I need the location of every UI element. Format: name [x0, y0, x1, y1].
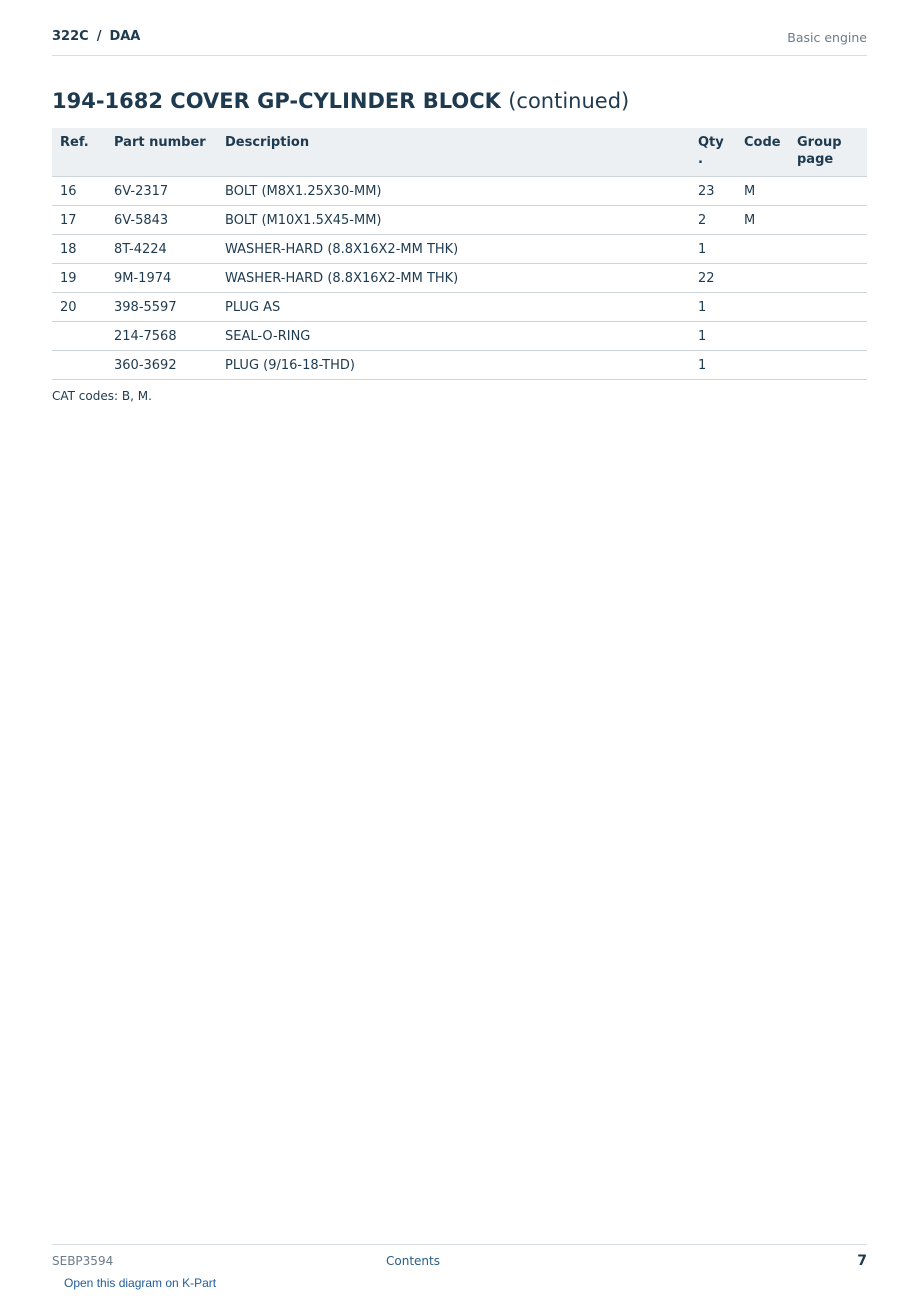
cell-group-page: [789, 235, 867, 264]
page-title-main: 194-1682 COVER GP-CYLINDER BLOCK: [52, 89, 501, 113]
column-header-ref: Ref.: [52, 128, 106, 177]
cell-qty: 23: [690, 177, 736, 206]
page-title-suffix: (continued): [508, 89, 630, 113]
cell-code: [736, 235, 789, 264]
cell-ref: 16: [52, 177, 106, 206]
cell-description: SEAL-O-RING: [217, 322, 690, 351]
cell-group-page: [789, 206, 867, 235]
table-row: [52, 206, 867, 235]
cell-ref: 19: [52, 264, 106, 293]
cell-description: BOLT (M10X1.5X45-MM): [217, 206, 690, 235]
section-name: Basic engine: [787, 30, 867, 45]
contents-link[interactable]: Contents: [386, 1254, 440, 1268]
page-title: [52, 89, 629, 113]
cell-ref: [52, 322, 106, 351]
page-number: 7: [857, 1253, 867, 1269]
column-header-part-number: Part number: [106, 128, 217, 177]
table-row: [52, 351, 867, 380]
table-row: [52, 322, 867, 351]
table-header-row: [52, 128, 867, 177]
cell-part-number: 8T-4224: [106, 235, 217, 264]
cell-part-number: 398-5597: [106, 293, 217, 322]
cell-ref: 18: [52, 235, 106, 264]
cell-part-number: 360-3692: [106, 351, 217, 380]
table-row: [52, 177, 867, 206]
column-header-code: Code: [736, 128, 789, 177]
cell-description: WASHER-HARD (8.8X16X2-MM THK): [217, 235, 690, 264]
cell-qty: 1: [690, 235, 736, 264]
serial-prefix-label: DAA: [109, 29, 141, 44]
breadcrumb-separator: /: [96, 29, 102, 44]
cell-group-page: [789, 264, 867, 293]
cell-part-number: 214-7568: [106, 322, 217, 351]
cell-ref: 17: [52, 206, 106, 235]
cell-code: [736, 293, 789, 322]
cell-description: WASHER-HARD (8.8X16X2-MM THK): [217, 264, 690, 293]
cell-description: PLUG AS: [217, 293, 690, 322]
cell-part-number: 9M-1974: [106, 264, 217, 293]
cell-code: [736, 322, 789, 351]
cell-qty: 2: [690, 206, 736, 235]
cell-group-page: [789, 293, 867, 322]
page-header: [52, 29, 867, 56]
page-footer: [52, 1244, 867, 1275]
cell-qty: 1: [690, 293, 736, 322]
cell-group-page: [789, 322, 867, 351]
cell-group-page: [789, 177, 867, 206]
qty-header-line1: Qty: [698, 135, 724, 150]
table-row: [52, 235, 867, 264]
cell-description: BOLT (M8X1.25X30-MM): [217, 177, 690, 206]
cell-ref: 20: [52, 293, 106, 322]
cell-group-page: [789, 351, 867, 380]
cell-qty: 22: [690, 264, 736, 293]
cell-ref: [52, 351, 106, 380]
document-id: SEBP3594: [52, 1254, 114, 1268]
column-header-qty: [690, 128, 736, 177]
column-header-description: Description: [217, 128, 690, 177]
parts-table: [52, 128, 867, 380]
column-header-group-page: [789, 128, 867, 177]
cell-code: [736, 264, 789, 293]
group-header-line2: page: [797, 152, 834, 167]
qty-header-line2: .: [698, 152, 703, 167]
breadcrumb: [52, 29, 140, 44]
group-header-line1: Group: [797, 135, 842, 150]
cell-code: [736, 351, 789, 380]
table-row: [52, 264, 867, 293]
open-kpart-link[interactable]: Open this diagram on K-Part: [64, 1276, 217, 1290]
cat-codes-note: CAT codes: B, M.: [52, 389, 152, 403]
cell-part-number: 6V-2317: [106, 177, 217, 206]
cell-code: M: [736, 206, 789, 235]
cell-description: PLUG (9/16-18-THD): [217, 351, 690, 380]
cell-code: M: [736, 177, 789, 206]
cell-qty: 1: [690, 322, 736, 351]
cell-part-number: 6V-5843: [106, 206, 217, 235]
cell-qty: 1: [690, 351, 736, 380]
table-row: [52, 293, 867, 322]
model-label: 322C: [52, 29, 89, 44]
